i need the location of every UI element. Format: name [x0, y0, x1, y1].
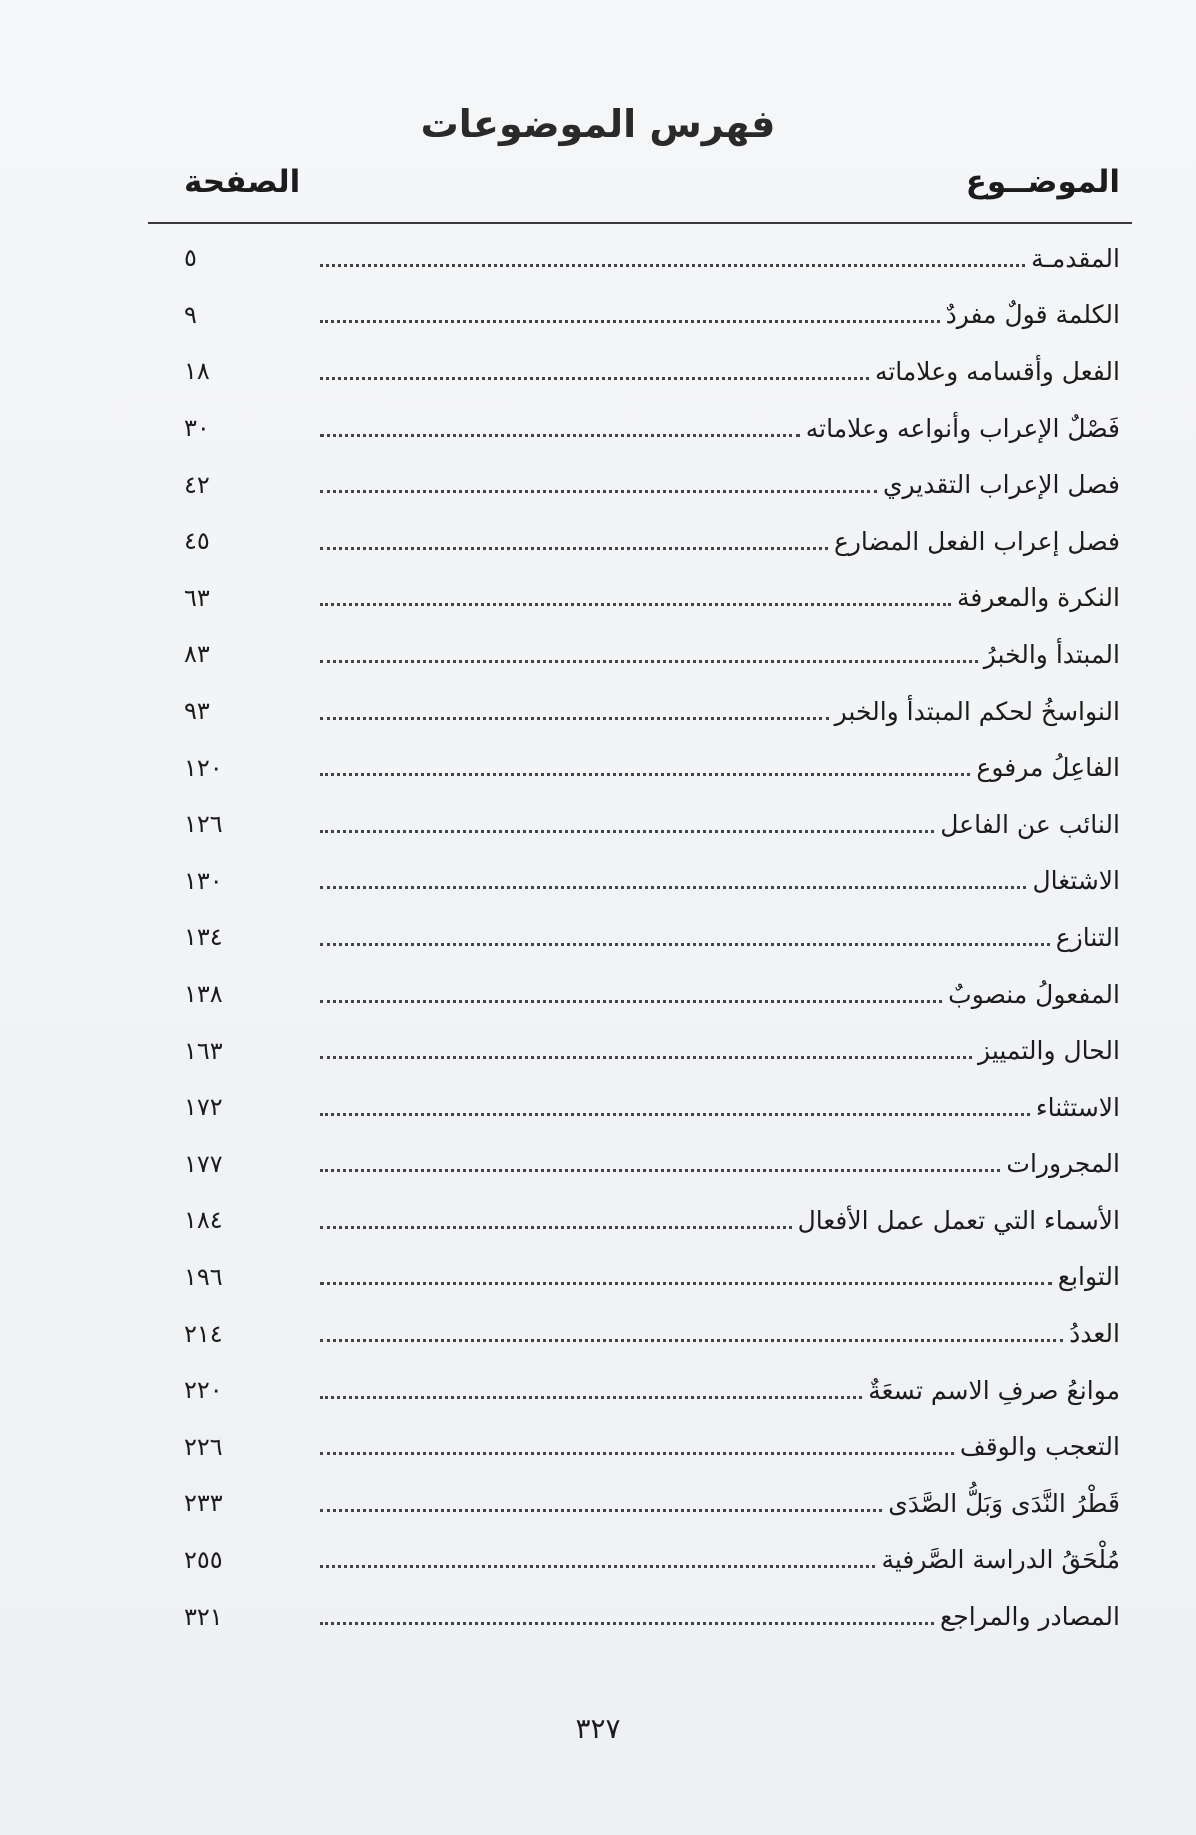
toc-entry [148, 683, 1132, 740]
dot-leader [320, 1339, 1063, 1342]
dot-leader [320, 547, 828, 550]
toc-entry-page: ١٧٧ [184, 1149, 223, 1178]
toc-entry-page: ١٩٦ [184, 1262, 223, 1291]
dot-leader [320, 264, 1025, 267]
toc-entry-topic: فصل إعراب الفعل المضارع [833, 526, 1120, 556]
toc-entry [148, 1475, 1132, 1532]
toc-entry-page: ٣٠ [184, 414, 210, 443]
dot-leader [320, 1565, 875, 1568]
toc-entry [148, 1079, 1132, 1136]
toc-entry-topic: الأسماء التي تعمل عمل الأفعال [797, 1205, 1120, 1235]
dot-leader [320, 1056, 972, 1059]
dot-leader [320, 1622, 934, 1625]
dot-leader [320, 1396, 862, 1399]
toc-entry-topic: النكرة والمعرفة [956, 583, 1120, 613]
toc-entry-topic: الكلمة قولٌ مفردٌ [945, 300, 1120, 330]
toc-entry-topic: المبتدأ والخبرُ [983, 639, 1120, 669]
dot-leader [320, 1000, 942, 1003]
toc-entry-page: ١٨ [184, 357, 210, 386]
toc-entry-topic: النواسخُ لحكم المبتدأ والخبر [834, 696, 1120, 726]
toc-entry [148, 626, 1132, 683]
toc-entry-page: ١٨٤ [184, 1206, 223, 1235]
dot-leader [320, 1226, 792, 1229]
dot-leader [320, 830, 934, 833]
toc-entry-topic: النائب عن الفاعل [940, 809, 1120, 839]
toc-entry-page: ٢٣٣ [184, 1489, 223, 1518]
dot-leader [320, 377, 869, 380]
toc-entry-page: ٢٢٦ [184, 1432, 223, 1461]
toc-entry-topic: التوابع [1057, 1262, 1120, 1292]
page-column-header: الصفحة [184, 164, 301, 200]
toc-entry-topic: فصل الإعراب التقديري [882, 470, 1120, 500]
toc-entry-topic: العددُ [1069, 1319, 1120, 1349]
toc-entry-page: ١٢٦ [184, 810, 223, 839]
toc-entry-topic: فَصْلٌ الإعراب وأنواعه وعلاماته [805, 413, 1120, 443]
page-number: ٣٢٧ [575, 1712, 621, 1745]
toc-entry-page: ١٧٢ [184, 1093, 223, 1122]
toc-entry [148, 343, 1132, 400]
toc-entry-page: ٢١٤ [184, 1319, 223, 1348]
dot-leader [320, 886, 1026, 889]
dot-leader [320, 943, 1050, 946]
toc-entry [148, 1192, 1132, 1249]
toc-entry-topic: الاشتغال [1032, 866, 1120, 896]
toc-entry-topic: التنازع [1055, 922, 1120, 952]
toc-entry-page: ٤٥ [184, 527, 210, 556]
toc-entry [148, 400, 1132, 457]
toc-entry-page: ١٦٣ [184, 1036, 223, 1065]
toc-entry [148, 853, 1132, 910]
dot-leader [320, 717, 829, 720]
toc-entry-page: ٤٢ [184, 470, 210, 499]
page-title: فهرس الموضوعات [420, 102, 776, 146]
toc-entry-page: ٢٢٠ [184, 1376, 223, 1405]
toc-entry-topic: قَطْرُ النَّدَى وَبَلُّ الصَّدَى [888, 1488, 1120, 1518]
dot-leader [320, 1169, 1000, 1172]
toc-entry [148, 1305, 1132, 1362]
toc-entry [148, 1249, 1132, 1306]
toc-entry-page: ٩ [184, 300, 197, 329]
toc-entry-topic: الفعل وأقسامه وعلاماته [874, 356, 1120, 386]
toc-entry-topic: المصادر والمراجع [939, 1602, 1120, 1632]
dot-leader [320, 490, 877, 493]
toc-entry-topic: التعجب والوقف [959, 1432, 1120, 1462]
toc-entry-page: ١٣٠ [184, 866, 223, 895]
toc-entry [148, 1588, 1132, 1645]
toc-entry-page: ٢٥٥ [184, 1545, 223, 1574]
dot-leader [320, 434, 800, 437]
column-headers [148, 164, 1132, 224]
toc-entry-page: ٨٣ [184, 640, 210, 669]
toc-entry-page: ١٣٤ [184, 923, 223, 952]
toc-entry-topic: موانعُ صرفِ الاسم تسعَةٌ [868, 1375, 1120, 1405]
toc-entry [148, 1532, 1132, 1589]
toc-entry [148, 456, 1132, 513]
toc-entry [148, 570, 1132, 627]
toc-entry [148, 1022, 1132, 1079]
toc-entry [148, 287, 1132, 344]
toc-entry-page: ١٣٨ [184, 980, 223, 1009]
dot-leader [320, 1113, 1030, 1116]
toc-entry [148, 1136, 1132, 1193]
toc-entry [148, 909, 1132, 966]
toc-entry [148, 739, 1132, 796]
toc-entry-topic: الحال والتمييز [978, 1036, 1120, 1066]
toc-entry [148, 1418, 1132, 1475]
toc-entry-page: ٥ [184, 244, 197, 273]
toc-entry-page: ١٢٠ [184, 753, 223, 782]
dot-leader [320, 1509, 882, 1512]
toc-entry-topic: المقدمـة [1031, 243, 1120, 273]
dot-leader [320, 603, 951, 606]
toc-entry-page: ٣٢١ [184, 1602, 223, 1631]
toc-list [148, 230, 1132, 1645]
dot-leader [320, 1452, 954, 1455]
dot-leader [320, 660, 978, 663]
dot-leader [320, 320, 940, 323]
toc-entry-topic: المفعولُ منصوبٌ [948, 979, 1120, 1009]
toc-entry-topic: مُلْحَقُ الدراسة الصَّرفية [881, 1545, 1120, 1575]
toc-entry-topic: الفاعِلُ مرفوع [976, 753, 1120, 783]
dot-leader [320, 1282, 1052, 1285]
toc-entry [148, 230, 1132, 287]
topic-column-header: الموضــوع [965, 164, 1120, 200]
header-divider [148, 222, 1132, 224]
toc-entry-topic: الاستثناء [1035, 1092, 1120, 1122]
toc-entry [148, 513, 1132, 570]
dot-leader [320, 773, 970, 776]
toc-entry [148, 796, 1132, 853]
toc-entry-page: ٩٣ [184, 697, 210, 726]
toc-entry-topic: المجرورات [1006, 1149, 1120, 1179]
toc-entry-page: ٦٣ [184, 583, 210, 612]
toc-entry [148, 966, 1132, 1023]
toc-entry [148, 1362, 1132, 1419]
